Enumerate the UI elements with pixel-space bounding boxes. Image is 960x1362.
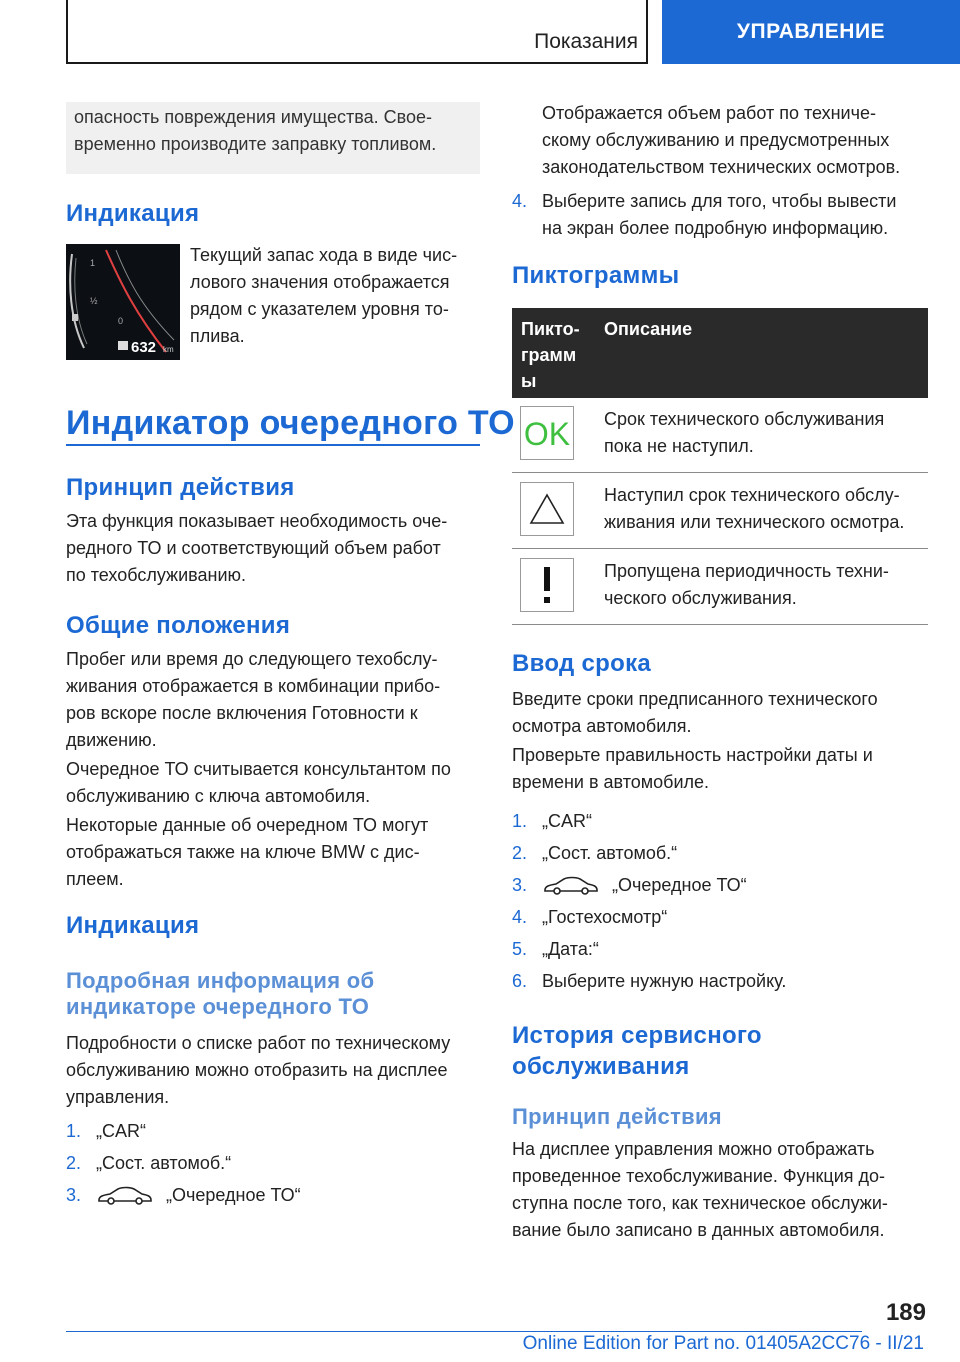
- indication-heading: Индикация: [66, 200, 200, 227]
- list-number: 3.: [66, 1185, 82, 1205]
- text-line: Срок технического обслуживания: [604, 409, 885, 429]
- service-indicator-heading: Индикатор очередного ТО: [66, 404, 515, 442]
- text-line: проведенное техобслуживание. Функция до-: [512, 1166, 886, 1186]
- general-heading: Общие положения: [66, 612, 291, 639]
- fuel-gauge-icon: [66, 244, 180, 360]
- table-header-col2: Описание: [604, 319, 693, 339]
- list-number: 5.: [512, 939, 528, 959]
- text-line: Проверьте правильность настройки даты и: [512, 745, 873, 765]
- text-line: ступна после того, как техническое обслужи-: [512, 1193, 888, 1213]
- text-line: Пикто-: [521, 319, 580, 339]
- exclamation-glyph: [521, 559, 573, 611]
- text-line: управления.: [66, 1087, 170, 1107]
- principle-text: [66, 508, 480, 589]
- text-line: рядом с указателем уровня то-: [190, 299, 449, 319]
- list-number: 1.: [512, 811, 528, 831]
- continued-text: [542, 100, 932, 181]
- note-box: [66, 102, 480, 174]
- list-number: 2.: [512, 843, 528, 863]
- text-line: плива.: [190, 326, 245, 346]
- text-line: по техобслуживанию.: [66, 565, 246, 585]
- list-text: „CAR“: [542, 811, 592, 831]
- list-number: 4.: [512, 907, 528, 927]
- text-line: Отображается объем работ по техниче-: [542, 103, 876, 123]
- text-line: обслуживанию с ключа автомобиля.: [66, 786, 371, 806]
- header-section-title: Показания: [534, 30, 638, 53]
- history-principle-heading: Принцип действия: [512, 1104, 722, 1129]
- indication-text: [190, 242, 480, 350]
- list-text: „Сост. автомоб.“: [542, 843, 678, 863]
- text-line: времени в автомобиле.: [512, 772, 710, 792]
- text-line: Пропущена периодичность техни-: [604, 561, 889, 581]
- text-line: грамм: [521, 345, 577, 365]
- triangle-glyph: [521, 483, 573, 535]
- text-line: На дисплее управления можно отображать: [512, 1139, 875, 1159]
- table-row-desc: [604, 406, 934, 460]
- detail-heading: [66, 968, 374, 1020]
- text-line: Наступил срок технического обслу-: [604, 485, 900, 505]
- text-line: живания или технического осмотра.: [604, 512, 905, 532]
- text-line: плеем.: [66, 869, 124, 889]
- indication2-heading: Индикация: [66, 912, 200, 939]
- text-line: вание было записано в данных автомобиля.: [512, 1220, 885, 1240]
- text-line: индикаторе очередного ТО: [66, 994, 370, 1019]
- date-p2: [512, 742, 932, 796]
- car-icon: [96, 1186, 154, 1206]
- text-line: пока не наступил.: [604, 436, 754, 456]
- general-p1: [66, 646, 480, 754]
- text-line: осмотра автомобиля.: [512, 716, 692, 736]
- date-p1: [512, 686, 932, 740]
- exclamation-icon: [520, 558, 574, 612]
- svg-text:km: km: [163, 345, 174, 354]
- text-line: отображаться также на ключе BMW с дис-: [66, 842, 420, 862]
- text-line: лового значения отображается: [190, 272, 450, 292]
- page-number: 189: [885, 1299, 926, 1326]
- list-text: [542, 872, 747, 899]
- table-row-divider: [512, 548, 928, 549]
- text-line: Подробности о списке работ по техническому: [66, 1033, 451, 1053]
- table-row-divider: [512, 472, 928, 473]
- svg-text:½: ½: [90, 296, 98, 306]
- detail-text: [66, 1030, 480, 1111]
- list-number: 1.: [66, 1121, 82, 1141]
- warning-triangle-icon: [520, 482, 574, 536]
- text-line: законодательством технических осмотров.: [542, 157, 901, 177]
- note-line: временно производите заправку топливом.: [74, 134, 437, 154]
- list-number: 3.: [512, 875, 528, 895]
- text-line: Некоторые данные об очередном ТО могут: [66, 815, 429, 835]
- text-line: движению.: [66, 730, 157, 750]
- list-text: [542, 188, 896, 242]
- list-text: „Дата:“: [542, 939, 599, 959]
- text-line: скому обслуживанию и предусмотренных: [542, 130, 890, 150]
- text-line: Выберите запись для того, чтобы вывести: [542, 191, 897, 211]
- text-line: Текущий запас хода в виде чис-: [190, 245, 458, 265]
- list-text-label: „Очередное ТО“: [166, 1185, 301, 1205]
- date-entry-heading: Ввод срока: [512, 650, 652, 677]
- table-header: [512, 308, 928, 398]
- text-line: Очередное ТО считывается консультантом по: [66, 759, 451, 779]
- table-row-divider: [512, 624, 928, 625]
- text-line: обслуживанию можно отобразить на дисплее: [66, 1060, 448, 1080]
- text-line: ров вскоре после включения Готовности к: [66, 703, 418, 723]
- general-p3: [66, 812, 480, 893]
- table-header-col1: [521, 316, 580, 394]
- table-row-desc: [604, 482, 934, 536]
- text-line: живания отображается в комбинации прибо-: [66, 676, 441, 696]
- svg-text:OK: OK: [523, 416, 571, 452]
- history-text: [512, 1136, 932, 1244]
- ok-glyph: [521, 407, 573, 459]
- text-line: ы: [521, 371, 537, 391]
- fuel-gauge-image: [66, 244, 180, 360]
- text-line: Эта функция показывает необходимость оче-: [66, 511, 448, 531]
- general-p2: [66, 756, 480, 810]
- ok-icon: [520, 406, 574, 460]
- heading-rule: [66, 444, 480, 446]
- list-number: 2.: [66, 1153, 82, 1173]
- list-text: „Сост. автомоб.“: [96, 1153, 232, 1173]
- list-number: 4.: [512, 191, 528, 211]
- list-text: „Гостехосмотр“: [542, 907, 668, 927]
- service-history-heading: [512, 1020, 762, 1082]
- list-text-label: „Очередное ТО“: [612, 875, 747, 895]
- footer-rule: [66, 1331, 862, 1332]
- text-line: обслуживания: [512, 1053, 690, 1080]
- car-icon: [542, 876, 600, 896]
- principle-heading: Принцип действия: [66, 474, 295, 501]
- svg-text:632: 632: [131, 339, 157, 356]
- list-text: „CAR“: [96, 1121, 146, 1141]
- list-text: [96, 1182, 301, 1209]
- text-line: Введите сроки предписанного технического: [512, 689, 878, 709]
- footer-edition: Online Edition for Part no. 01405A2CC76 - II/21: [522, 1333, 924, 1354]
- table-row-desc: [604, 558, 934, 612]
- pictograms-heading: Пиктограммы: [512, 262, 680, 289]
- text-line: Пробег или время до следующего техобслу-: [66, 649, 438, 669]
- header-chapter-tab: УПРАВЛЕНИЕ: [662, 0, 960, 64]
- svg-text:1: 1: [90, 258, 96, 268]
- list-text: Выберите нужную настройку.: [542, 971, 787, 991]
- text-line: редного ТО и соответствующий объем работ: [66, 538, 441, 558]
- text-line: на экран более подробную информацию.: [542, 218, 889, 238]
- text-line: ческого обслуживания.: [604, 588, 797, 608]
- note-line: опасность повреждения имущества. Свое-: [74, 107, 433, 127]
- svg-text:0: 0: [118, 316, 124, 326]
- list-number: 6.: [512, 971, 528, 991]
- text-line: История сервисного: [512, 1022, 762, 1049]
- text-line: Подробная информация об: [66, 968, 375, 993]
- list-item: [512, 188, 932, 244]
